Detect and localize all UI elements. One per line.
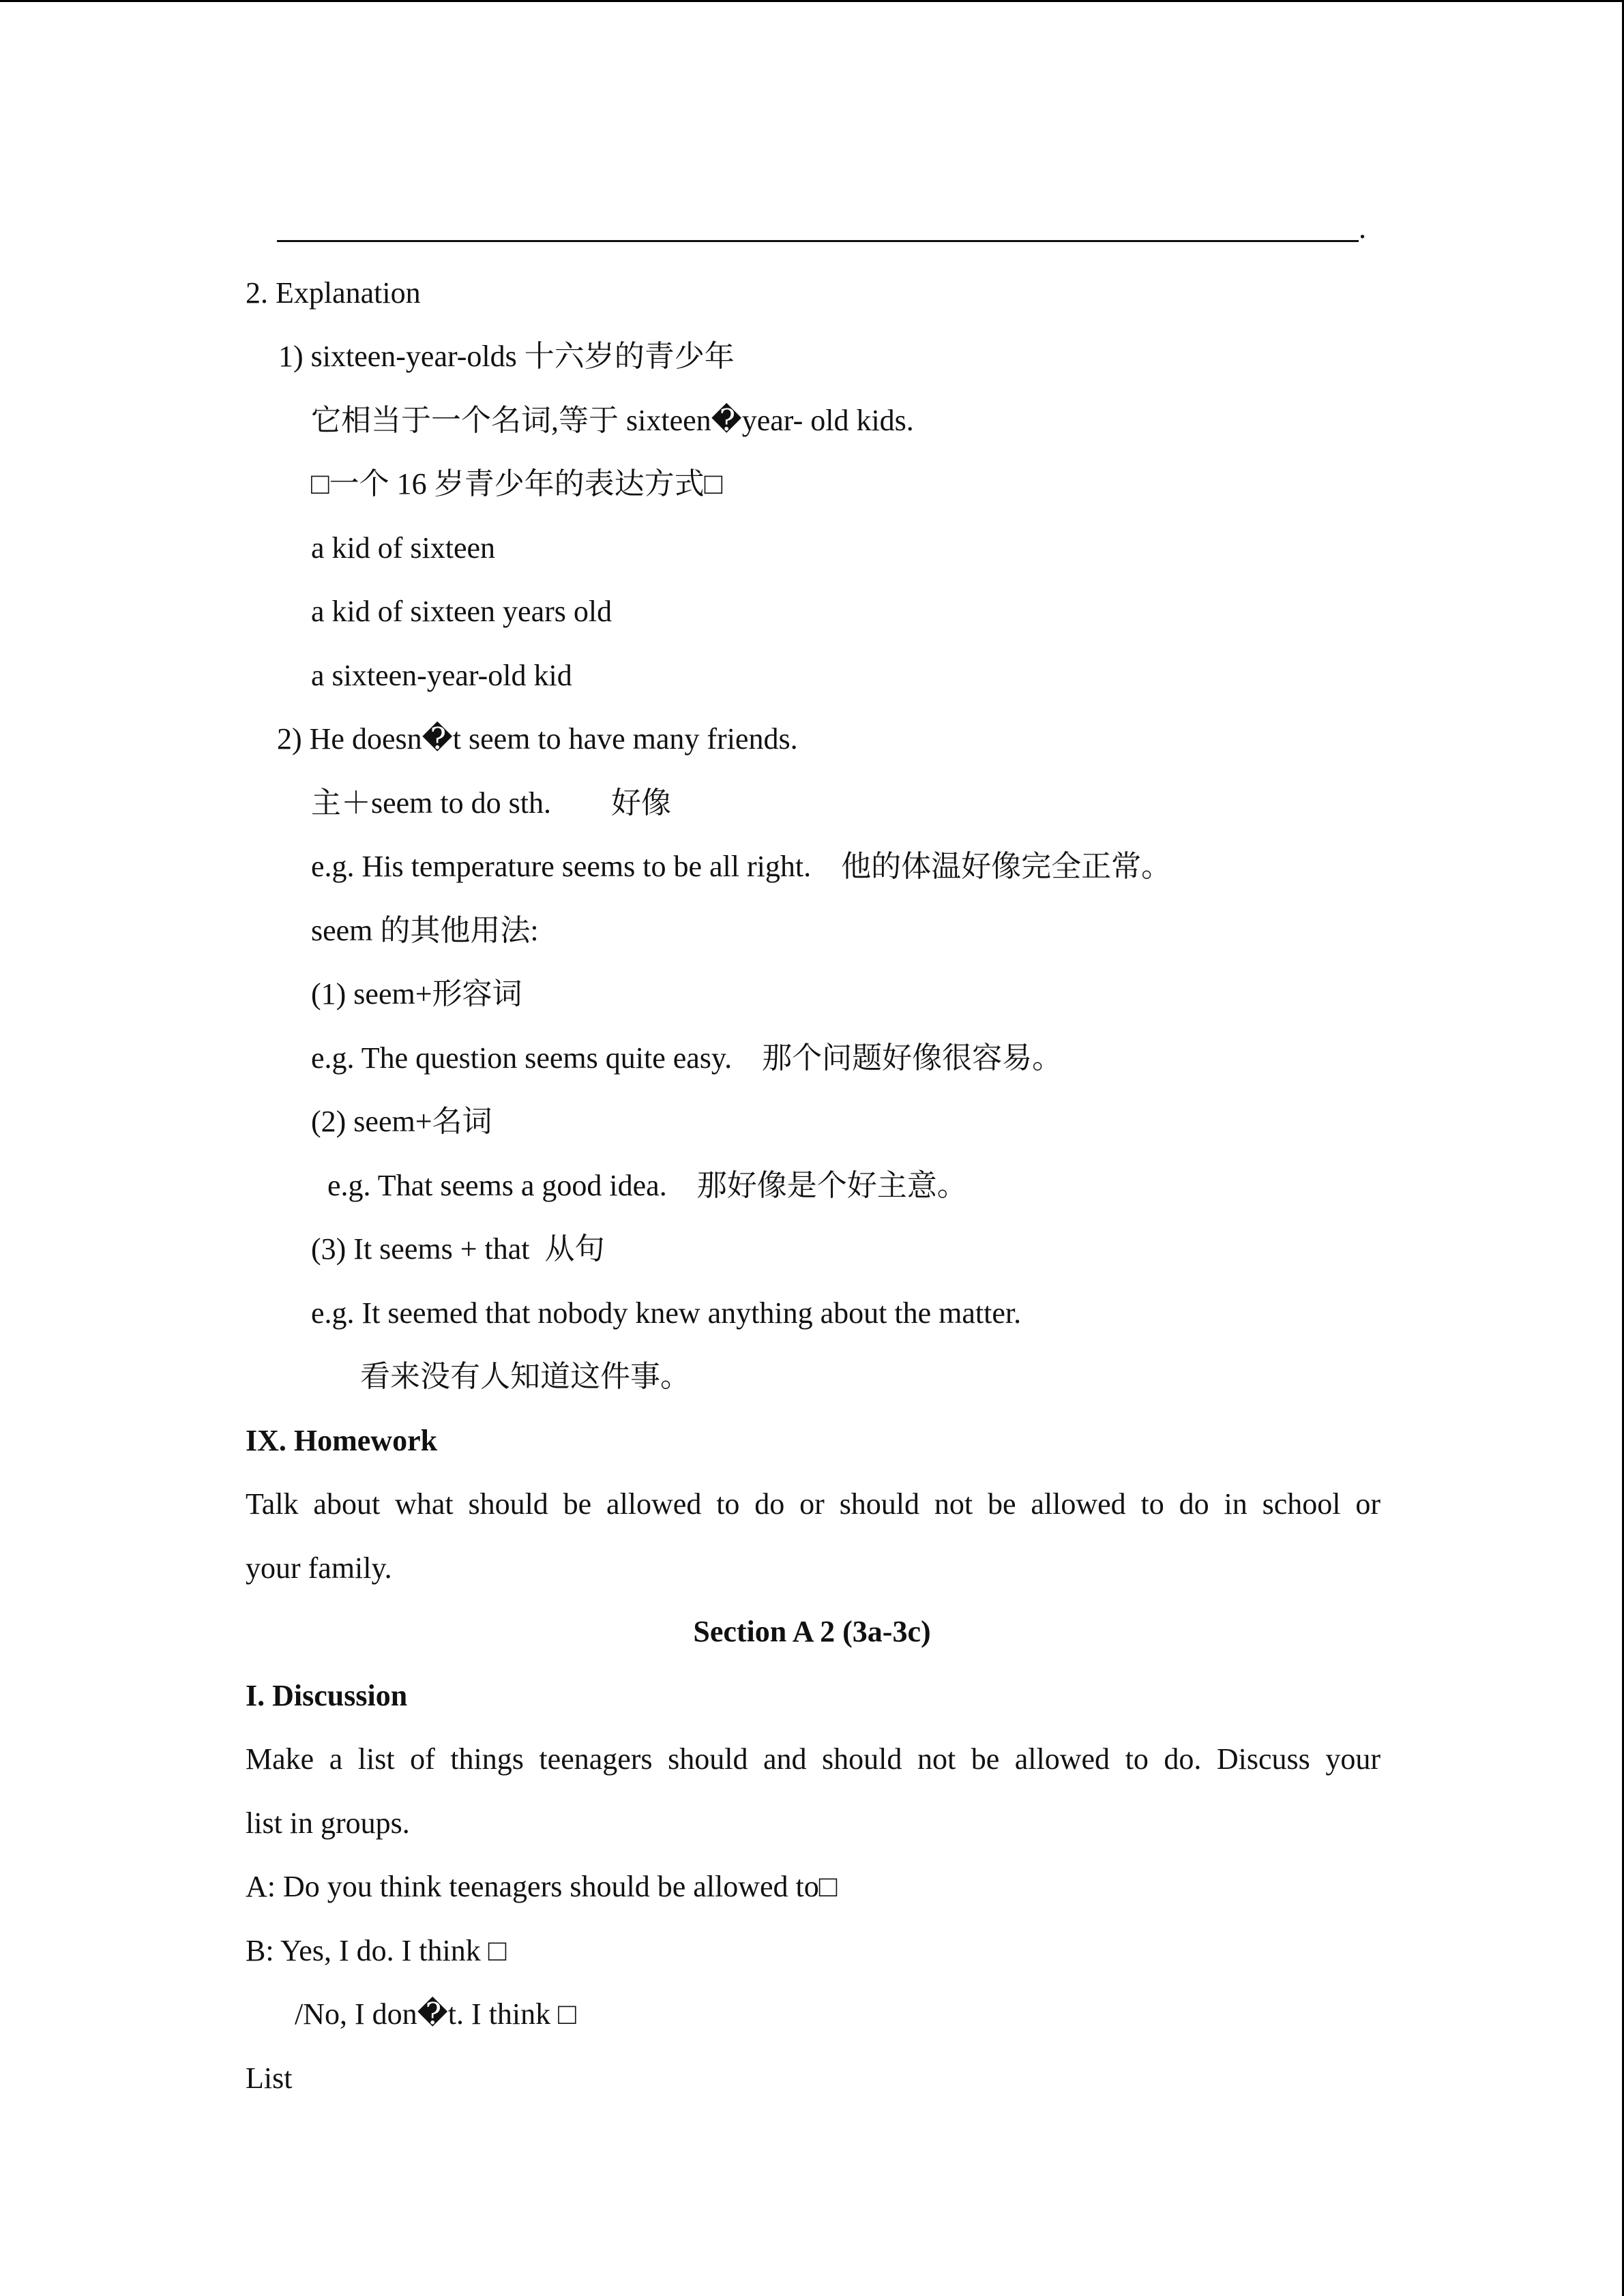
- item2-title: 2) He doesn�t seem to have many friends.: [277, 722, 798, 756]
- item2-example1: e.g. His temperature seems to be all right. 他的体温好像完全正常。: [311, 850, 1172, 883]
- list-label: List: [246, 2061, 293, 2095]
- seem-use3: (3) It seems + that 从句: [311, 1232, 605, 1266]
- section-title: Section A 2 (3a-3c): [693, 1615, 931, 1648]
- seem-other-uses: seem 的其他用法:: [311, 914, 539, 947]
- item1-title: 1) sixteen-year-olds 十六岁的青少年: [278, 340, 735, 373]
- answer-blank-line: [277, 240, 1359, 242]
- item2-pattern: 主＋seem to do sth. 好像: [311, 786, 671, 820]
- dialog-a: A: Do you think teenagers should be allowed to□: [246, 1870, 838, 1903]
- homework-line2: your family.: [246, 1551, 392, 1585]
- item1-example1: a kid of sixteen: [311, 531, 496, 565]
- explanation-heading: 2. Explanation: [246, 276, 421, 310]
- seem-use2-example: e.g. That seems a good idea. 那好像是个好主意。: [327, 1169, 967, 1202]
- seem-use3-example: e.g. It seemed that nobody knew anything about the matter.: [311, 1296, 1022, 1330]
- seem-use2: (2) seem+名词: [311, 1105, 492, 1138]
- homework-line1: Talk about what should be allowed to do or should not be allowed to do in school or: [246, 1487, 1381, 1521]
- seem-use3-example-translation: 看来没有人知道这件事。: [360, 1360, 690, 1393]
- item1-example2: a kid of sixteen years old: [311, 595, 612, 628]
- item1-line2: □一个 16 岁青少年的表达方式□: [311, 467, 723, 501]
- dialog-b: B: Yes, I do. I think □: [246, 1934, 507, 1967]
- blank-line-period: .: [1359, 211, 1366, 245]
- discussion-line1: Make a list of things teenagers should and should not be allowed to do. Discuss your: [246, 1742, 1381, 1776]
- seem-use1-example: e.g. The question seems quite easy. 那个问题好像很容易。: [311, 1041, 1063, 1075]
- homework-heading: IX. Homework: [246, 1424, 438, 1457]
- discussion-line2: list in groups.: [246, 1806, 410, 1840]
- seem-use1: (1) seem+形容词: [311, 977, 522, 1011]
- item1-line1: 它相当于一个名词,等于 sixteen�year- old kids.: [311, 404, 914, 437]
- discussion-heading: I. Discussion: [246, 1679, 408, 1712]
- dialog-b-alternative: /No, I don�t. I think □: [295, 1997, 576, 2031]
- item1-example3: a sixteen-year-old kid: [311, 659, 572, 692]
- page-top-border: [0, 0, 1624, 2]
